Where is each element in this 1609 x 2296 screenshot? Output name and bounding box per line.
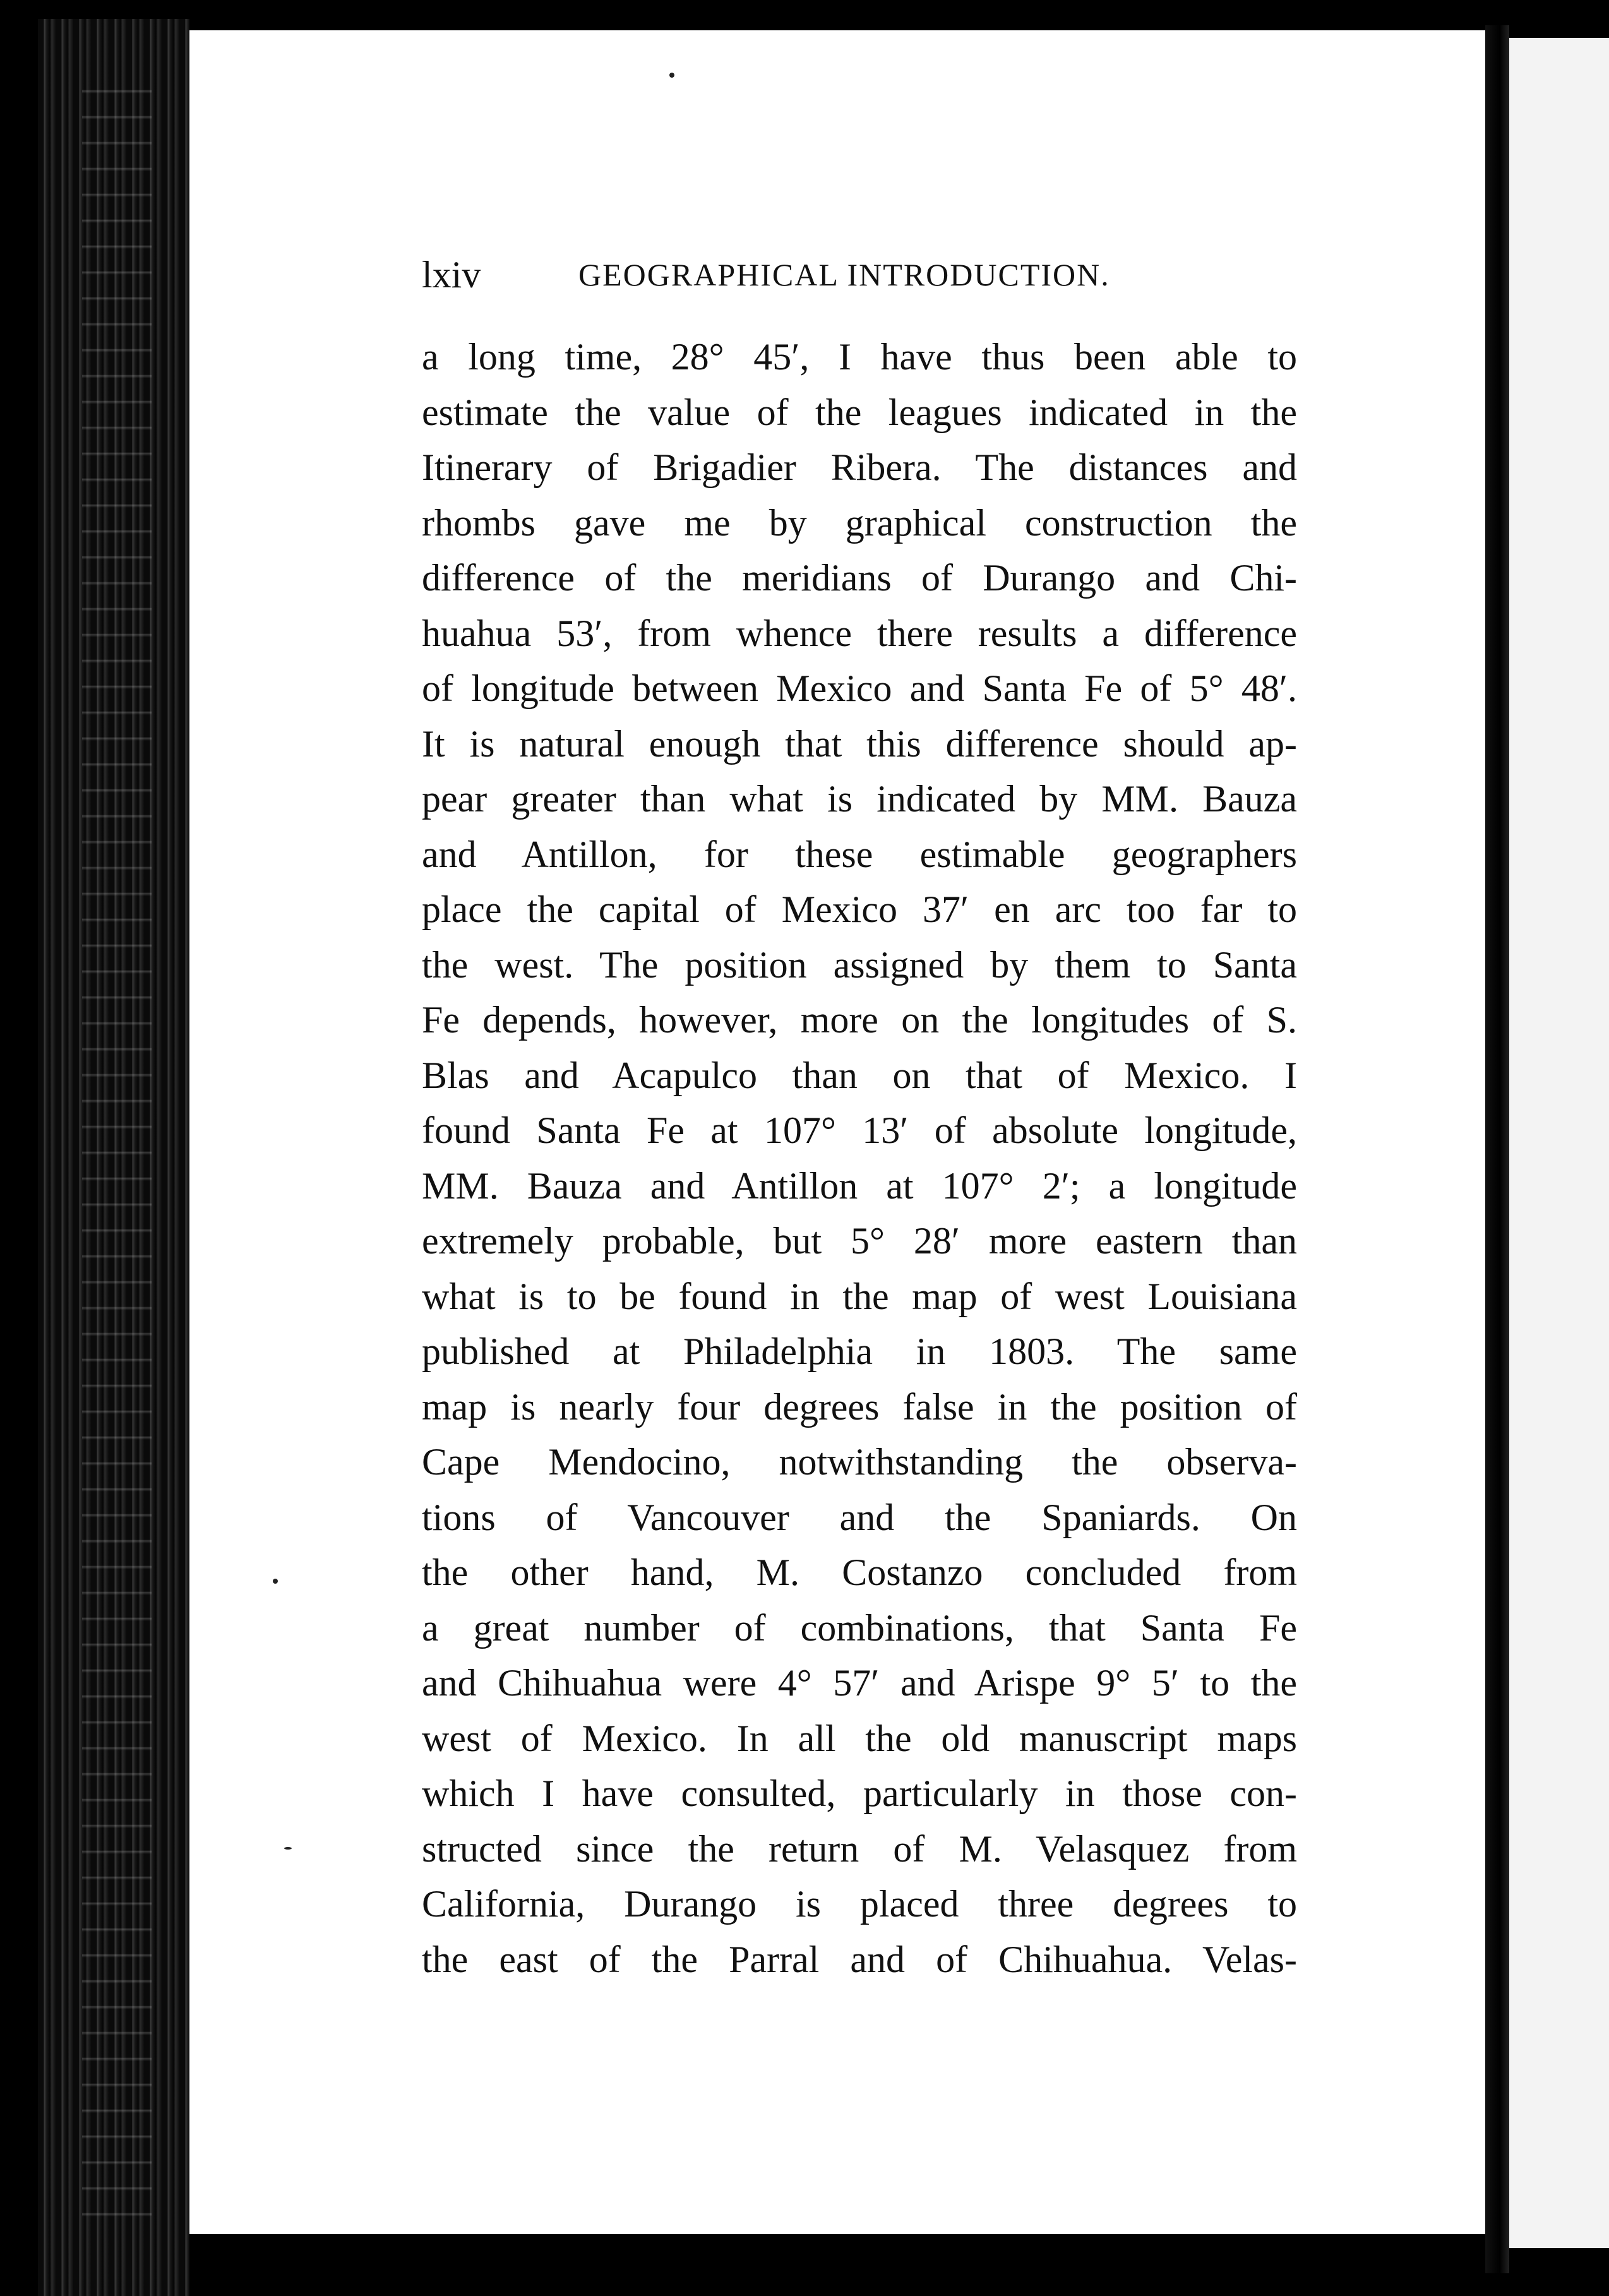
text-line: the west. The position assigned by them to Santa bbox=[422, 943, 1297, 986]
paper-speck bbox=[273, 1579, 278, 1584]
page-edge-shadow bbox=[1485, 25, 1509, 2273]
text-line: place the capital of Mexico 37′ en arc too far to bbox=[422, 888, 1297, 930]
text-line: published at Philadelphia in 1803. The same bbox=[422, 1330, 1297, 1372]
text-line: a great number of combinations, that Santa Fe bbox=[422, 1606, 1297, 1649]
paper-speck bbox=[284, 1847, 292, 1850]
text-line: extremely probable, but 5° 28′ more eastern than bbox=[422, 1220, 1297, 1262]
text-line: tions of Vancouver and the Spaniards. On bbox=[422, 1496, 1297, 1538]
paper-speck bbox=[669, 73, 674, 78]
facing-page-edge bbox=[1509, 38, 1609, 2248]
text-line: of longitude between Mexico and Santa Fe of 5° 48′. bbox=[422, 667, 1297, 709]
text-line: Fe depends, however, more on the longitudes of S. bbox=[422, 999, 1297, 1041]
text-line: a long time, 28° 45′, I have thus been able to bbox=[422, 336, 1297, 378]
text-line: the other hand, M. Costanzo concluded from bbox=[422, 1552, 1297, 1593]
text-line: which I have consulted, particularly in those con- bbox=[422, 1773, 1297, 1814]
text-line: estimate the value of the leagues indicated in the bbox=[422, 391, 1297, 433]
page-header bbox=[422, 249, 1293, 300]
text-line: California, Durango is placed three degrees to bbox=[422, 1883, 1297, 1925]
text-line: pear greater than what is indicated by MM. Bauza bbox=[422, 778, 1297, 820]
text-line: the east of the Parral and of Chihuahua. Velas- bbox=[422, 1938, 1297, 1980]
running-title: GEOGRAPHICAL INTRODUCTION. bbox=[578, 257, 1110, 292]
text-line: and Chihuahua were 4° 57′ and Arispe 9° 5′ to the bbox=[422, 1662, 1297, 1704]
text-line: west of Mexico. In all the old manuscript maps bbox=[422, 1717, 1297, 1759]
text-line: and Antillon, for these estimable geographers bbox=[422, 833, 1297, 875]
text-line: MM. Bauza and Antillon at 107° 2′; a longitude bbox=[422, 1164, 1297, 1207]
spine-texture bbox=[82, 76, 152, 2223]
text-line: Itinerary of Brigadier Ribera. The distances and bbox=[422, 446, 1297, 488]
text-line: Blas and Acapulco than on that of Mexico. I bbox=[422, 1054, 1297, 1096]
text-line: structed since the return of M. Velasquez from bbox=[422, 1827, 1297, 1870]
text-line: what is to be found in the map of west Louisiana bbox=[422, 1275, 1297, 1317]
text-line: Cape Mendocino, notwithstanding the observa- bbox=[422, 1441, 1297, 1483]
text-line: rhombs gave me by graphical construction the bbox=[422, 501, 1297, 544]
text-line: difference of the meridians of Durango and Chi- bbox=[422, 557, 1297, 599]
text-line: huahua 53′, from whence there results a difference bbox=[422, 612, 1297, 654]
text-line: found Santa Fe at 107° 13′ of absolute longitude, bbox=[422, 1109, 1297, 1151]
body-text bbox=[422, 330, 1297, 1987]
text-line: It is natural enough that this difference should ap- bbox=[422, 722, 1297, 765]
text-line: map is nearly four degrees false in the position of bbox=[422, 1385, 1297, 1428]
page-number: lxiv bbox=[422, 254, 481, 296]
